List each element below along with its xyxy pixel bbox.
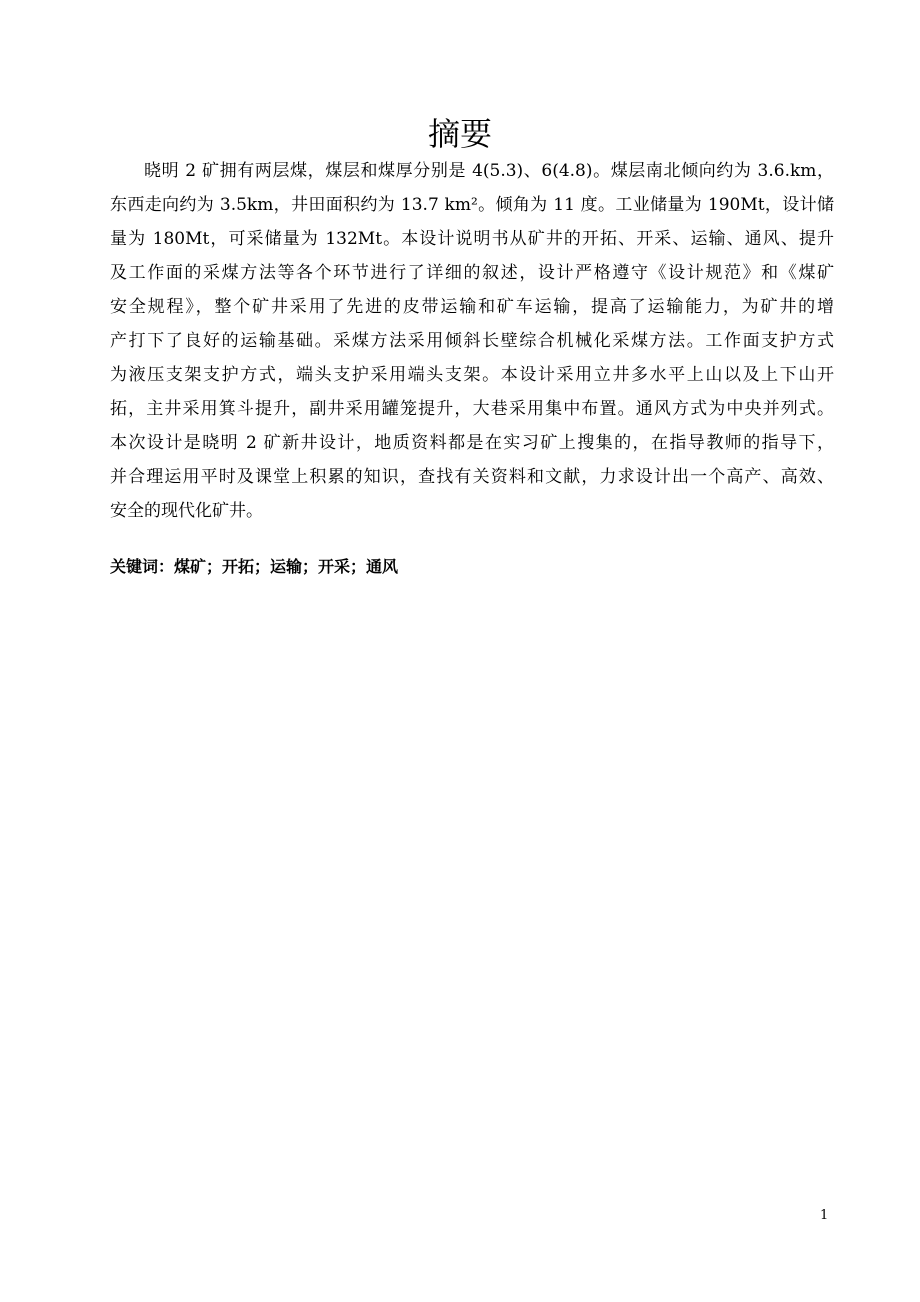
abstract-line-7: 为液压支架支护方式，端头支护采用端头支架。本设计采用立井多水平上山以及上下山开 bbox=[110, 365, 834, 385]
abstract-line-2: 东西走向约为 3.5km，井田面积约为 13.7 km²。倾角为 11 度。工业储量为 190Mt，设计储 bbox=[110, 195, 834, 215]
abstract-line-1: 晓明 2 矿拥有两层煤，煤层和煤厚分别是 4(5.3)、6(4.8)。煤层南北倾向约为 3.6.km， bbox=[144, 161, 834, 181]
abstract-line-8: 拓，主井采用箕斗提升，副井采用罐笼提升，大巷采用集中布置。通风方式为中央并列式。 bbox=[110, 399, 834, 419]
abstract-body bbox=[110, 154, 834, 528]
abstract-line-10: 并合理运用平时及课堂上积累的知识，查找有关资料和文献，力求设计出一个高产、高效、 bbox=[110, 467, 834, 487]
page-title: 摘要 bbox=[427, 115, 492, 153]
keywords: 关键词：煤矿；开拓；运输；开采；通风 bbox=[110, 557, 399, 576]
abstract-line-5: 安全规程》，整个矿井采用了先进的皮带运输和矿车运输，提高了运输能力，为矿井的增 bbox=[110, 297, 834, 317]
page-number: 1 bbox=[820, 1208, 829, 1223]
abstract-line-4: 及工作面的采煤方法等各个环节进行了详细的叙述，设计严格遵守《设计规范》和《煤矿 bbox=[110, 263, 834, 283]
abstract-line-3: 量为 180Mt，可采储量为 132Mt。本设计说明书从矿井的开拓、开采、运输、通风、提升 bbox=[110, 229, 834, 249]
abstract-line-11: 安全的现代化矿井。 bbox=[110, 501, 263, 521]
abstract-line-6: 产打下了良好的运输基础。采煤方法采用倾斜长壁综合机械化采煤方法。工作面支护方式 bbox=[110, 331, 834, 351]
abstract-line-9: 本次设计是晓明 2 矿新井设计，地质资料都是在实习矿上搜集的，在指导教师的指导下， bbox=[110, 433, 834, 453]
